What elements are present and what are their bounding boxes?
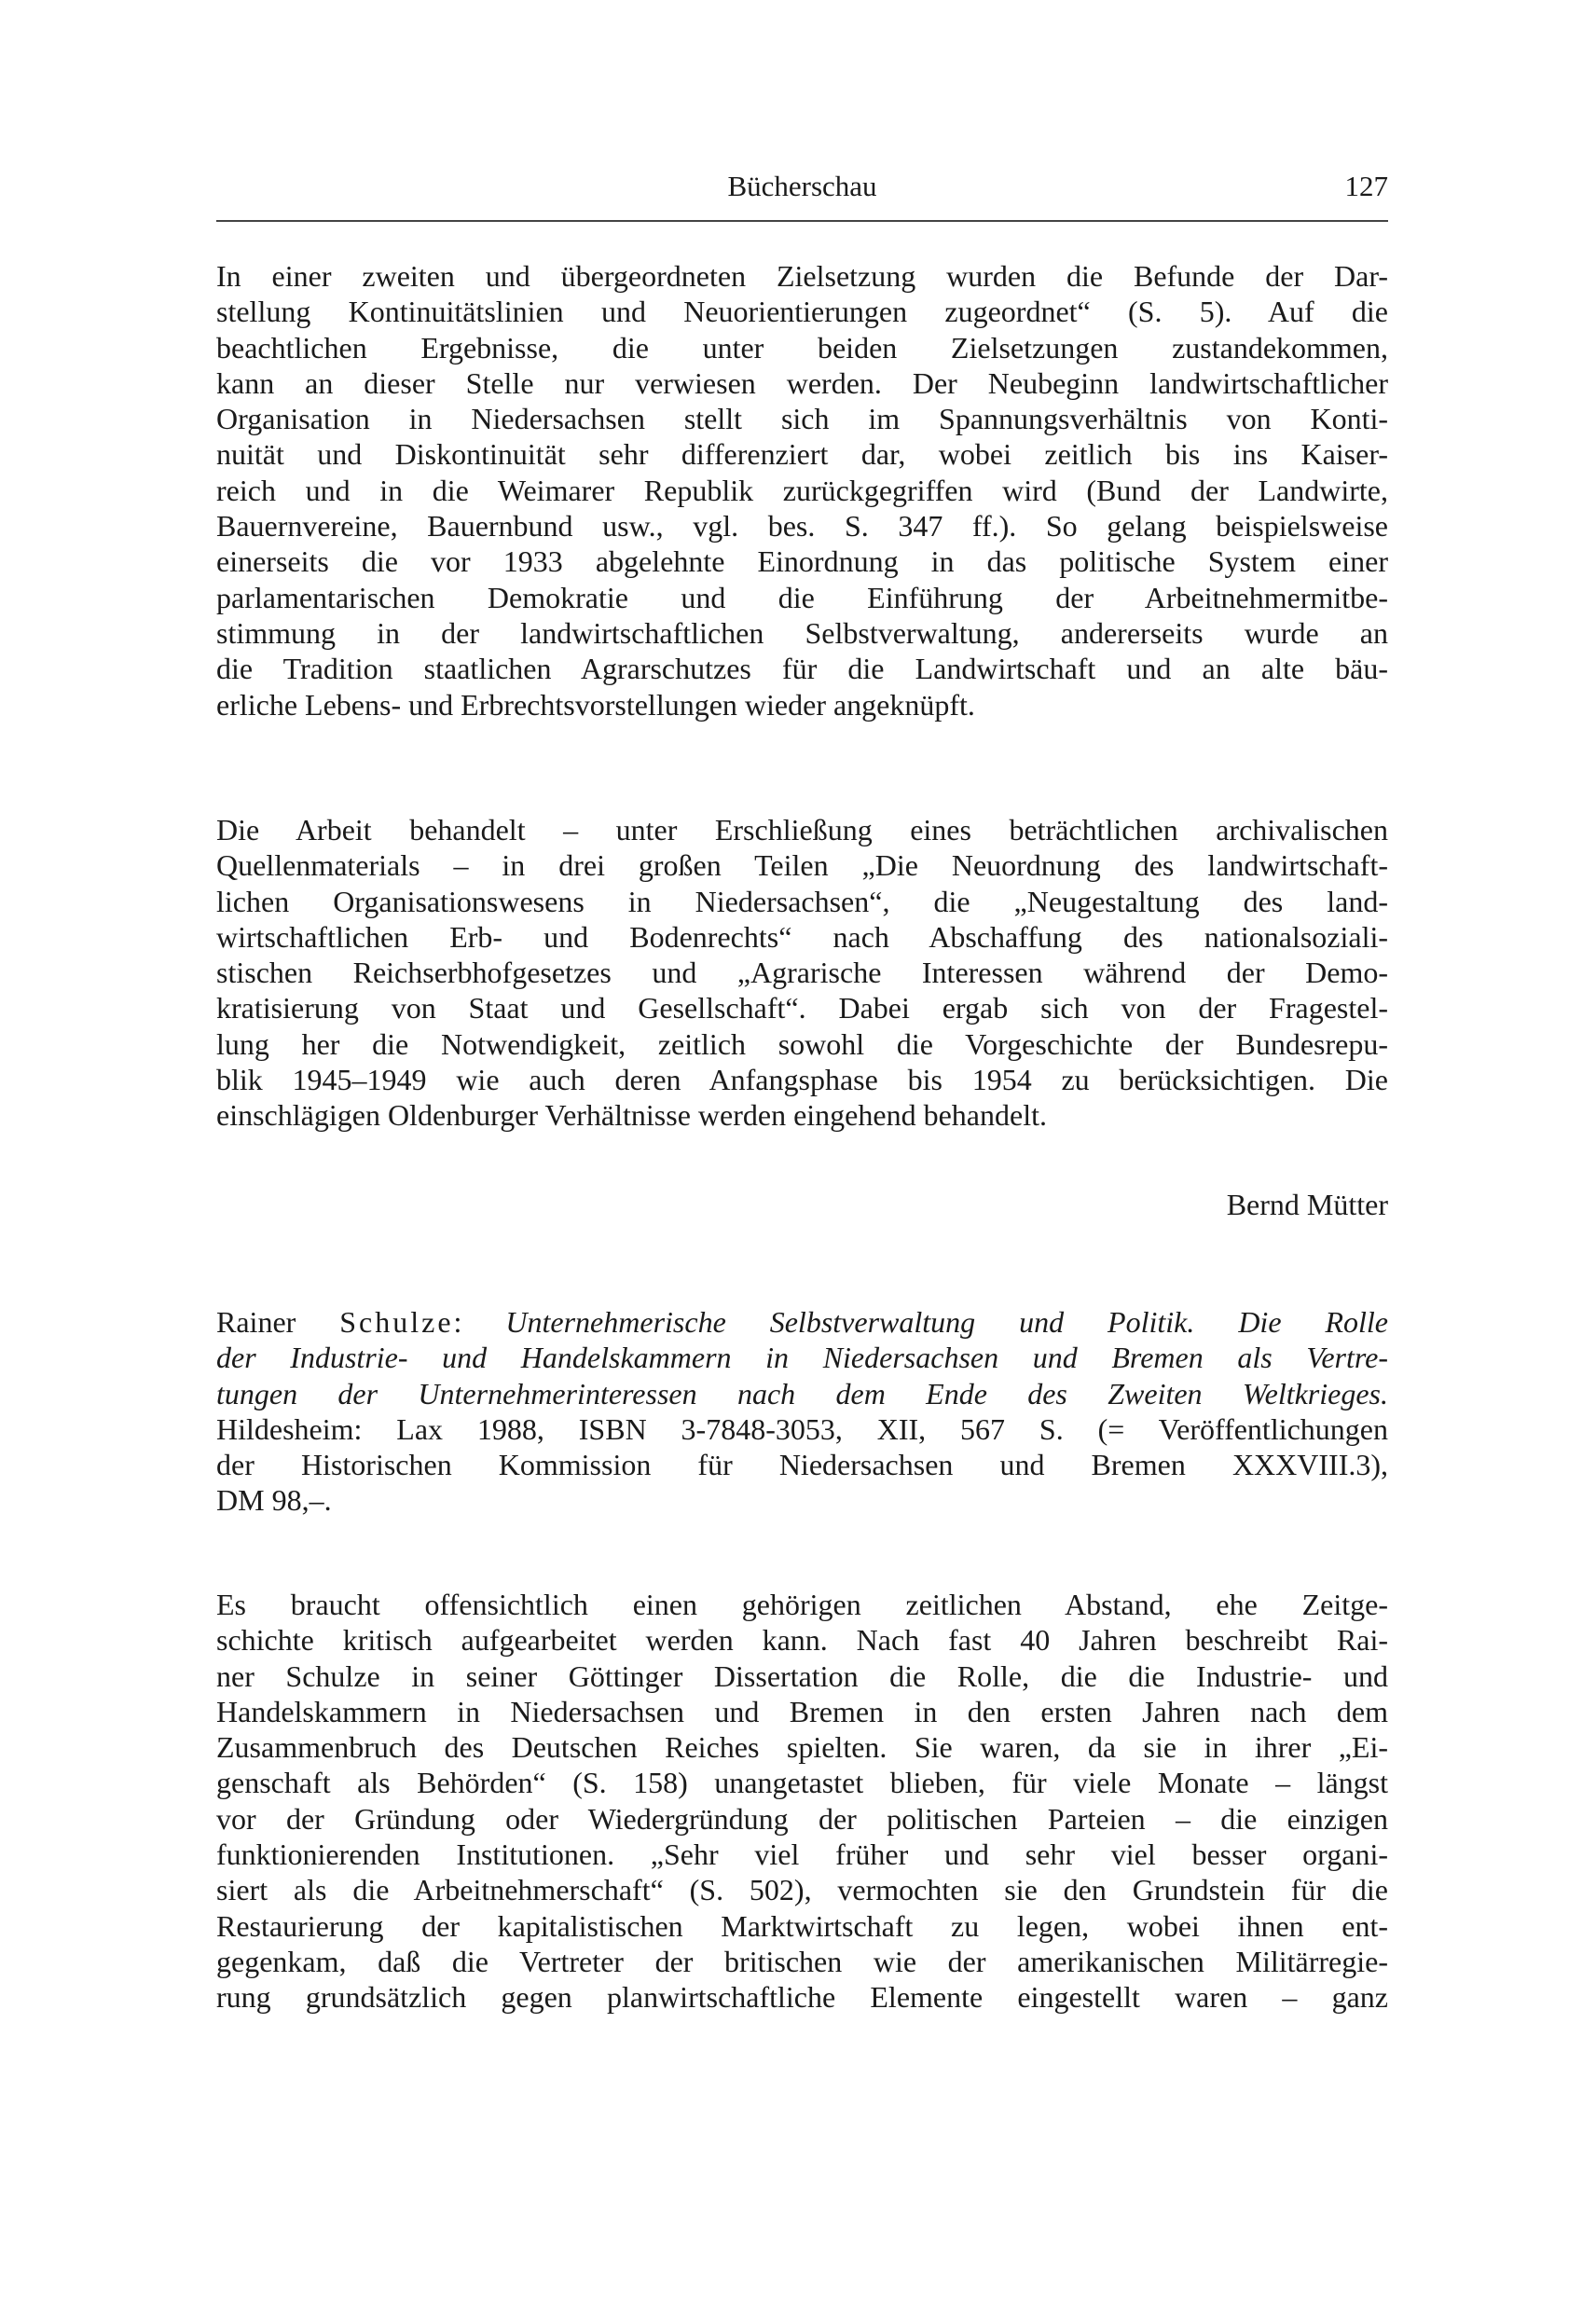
text-line: Handelskammern in Niedersachsen und Bremen in den ersten Jahren nach dem: [216, 1694, 1388, 1728]
text-line: lichen Organisationswesens in Niedersachsen“, die „Neugestaltung des land-: [216, 884, 1388, 918]
publication-line: der Historischen Kommission für Niedersachsen und Bremen XXXVIII.3),: [216, 1448, 1388, 1482]
text-line: Restaurierung der kapitalistischen Marktwirtschaft zu legen, wobei ihnen ent-: [216, 1908, 1388, 1943]
text-line: vor der Gründung oder Wiedergründung der politischen Parteien – die einzigen: [216, 1801, 1388, 1836]
text-line: nuität und Diskontinuität sehr differenziert dar, wobei zeitlich bis ins Kaiser-: [216, 437, 1388, 472]
text-line: wirtschaftlichen Erb- und Bodenrechts“ nach Abschaffung des nationalsoziali-: [216, 919, 1388, 954]
publication-line: DM 98,–.: [216, 1483, 332, 1518]
book-title-line: der Industrie- und Handelskammern in Niedersachsen und Bremen als Vertre-: [216, 1341, 1388, 1375]
running-header-title: Bücherschau: [727, 170, 877, 202]
review1-signature: Bernd Mütter: [1226, 1188, 1388, 1221]
publication-line: Hildesheim: Lax 1988, ISBN 3-7848-3053, XII, 567 S. (= Veröffentlichungen: [216, 1411, 1388, 1446]
book-title-line: Unternehmerische Selbstverwaltung und Politik. Die Rolle: [505, 1305, 1388, 1339]
text-line: stimmung in der landwirtschaftlichen Selbstverwaltung, andererseits wurde an: [216, 615, 1388, 650]
page-number: 127: [1344, 170, 1388, 202]
text-line: Quellenmaterials – in drei großen Teilen „Die Neuordnung des landwirtschaft-: [216, 848, 1388, 883]
text-line: Die Arbeit behandelt – unter Erschließung eines beträchtlichen archivalischen: [216, 813, 1388, 846]
text-line: In einer zweiten und übergeordneten Zielsetzung wurden die Befunde der Dar-: [216, 259, 1388, 293]
text-line: stischen Reichserbhofgesetzes und „Agrarische Interessen während der Demo-: [216, 956, 1388, 990]
text-line: reich und in die Weimarer Republik zurückgegriffen wird (Bund der Landwirte,: [216, 473, 1388, 507]
review1-paragraph-2: [216, 812, 1388, 1134]
text-line: stellung Kontinuitätslinien und Neuorientierungen zugeordnet“ (S. 5). Auf die: [216, 295, 1388, 329]
text-line: blik 1945–1949 wie auch deren Anfangsphase bis 1954 zu berücksichtigen. Die: [216, 1063, 1388, 1097]
review2-paragraph-1: [216, 1587, 1388, 2016]
text-line: Es braucht offensichtlich einen gehörigen zeitlichen Abstand, ehe Zeitge-: [216, 1588, 1388, 1621]
review2-bibliographic-entry: [216, 1304, 1388, 1519]
text-line: einerseits die vor 1933 abgelehnte Einordnung in das politische System einer: [216, 544, 1388, 579]
text-line: siert als die Arbeitnehmerschaft“ (S. 502), vermochten sie den Grundstein für die: [216, 1873, 1388, 1907]
text-line: funktionierenden Institutionen. „Sehr viel früher und sehr viel besser organi-: [216, 1837, 1388, 1872]
text-line: genschaft als Behörden“ (S. 158) unangetastet blieben, für viele Monate – längst: [216, 1766, 1388, 1800]
text-line: kratisierung von Staat und Gesellschaft“. Dabei ergab sich von der Fragestel-: [216, 991, 1388, 1025]
text-line: Zusammenbruch des Deutschen Reiches spielten. Sie waren, da sie in ihrer „Ei-: [216, 1730, 1388, 1765]
author-colon: :: [453, 1305, 462, 1339]
review1-paragraph-1: [216, 258, 1388, 722]
text-line: gegenkam, daß die Vertreter der britischen wie der amerikanischen Militärregie-: [216, 1944, 1388, 1978]
text-line: lung her die Notwendigkeit, zeitlich sowohl die Vorgeschichte der Bundesrepu-: [216, 1026, 1388, 1061]
text-line: Bauernvereine, Bauernbund usw., vgl. bes. S. 347 ff.). So gelang beispielsweise: [216, 509, 1388, 544]
entry-line: [216, 1304, 1388, 1340]
text-line: die Tradition staatlichen Agrarschutzes für die Landwirtschaft und an alte bäu-: [216, 652, 1388, 686]
text-line: beachtlichen Ergebnisse, die unter beiden Zielsetzungen zustandekommen,: [216, 330, 1388, 365]
text-line: schichte kritisch aufgearbeitet werden kann. Nach fast 40 Jahren beschreibt Rai-: [216, 1623, 1388, 1658]
header-rule: [216, 220, 1388, 222]
text-line: rung grundsätzlich gegen planwirtschaftliche Elemente eingestellt waren – ganz: [216, 1980, 1388, 2015]
text-line: ner Schulze in seiner Göttinger Dissertation die Rolle, die die Industrie- und: [216, 1658, 1388, 1693]
text-line: Organisation in Niedersachsen stellt sich im Spannungsverhältnis von Konti-: [216, 402, 1388, 436]
book-title-line: tungen der Unternehmerinteressen nach dem Ende des Zweiten Weltkrieges.: [216, 1376, 1388, 1411]
text-line: kann an dieser Stelle nur verwiesen werden. Der Neubeginn landwirtschaftlicher: [216, 365, 1388, 400]
author-first-name: Rainer: [216, 1305, 296, 1339]
text-line: parlamentarischen Demokratie und die Einführung der Arbeitnehmermitbe-: [216, 580, 1388, 614]
author-last-name: Schulze: [339, 1305, 454, 1339]
text-line: erliche Lebens- und Erbrechtsvorstellungen wieder angeknüpft.: [216, 687, 975, 722]
text-line: einschlägigen Oldenburger Verhältnisse werden eingehend behandelt.: [216, 1098, 1047, 1133]
